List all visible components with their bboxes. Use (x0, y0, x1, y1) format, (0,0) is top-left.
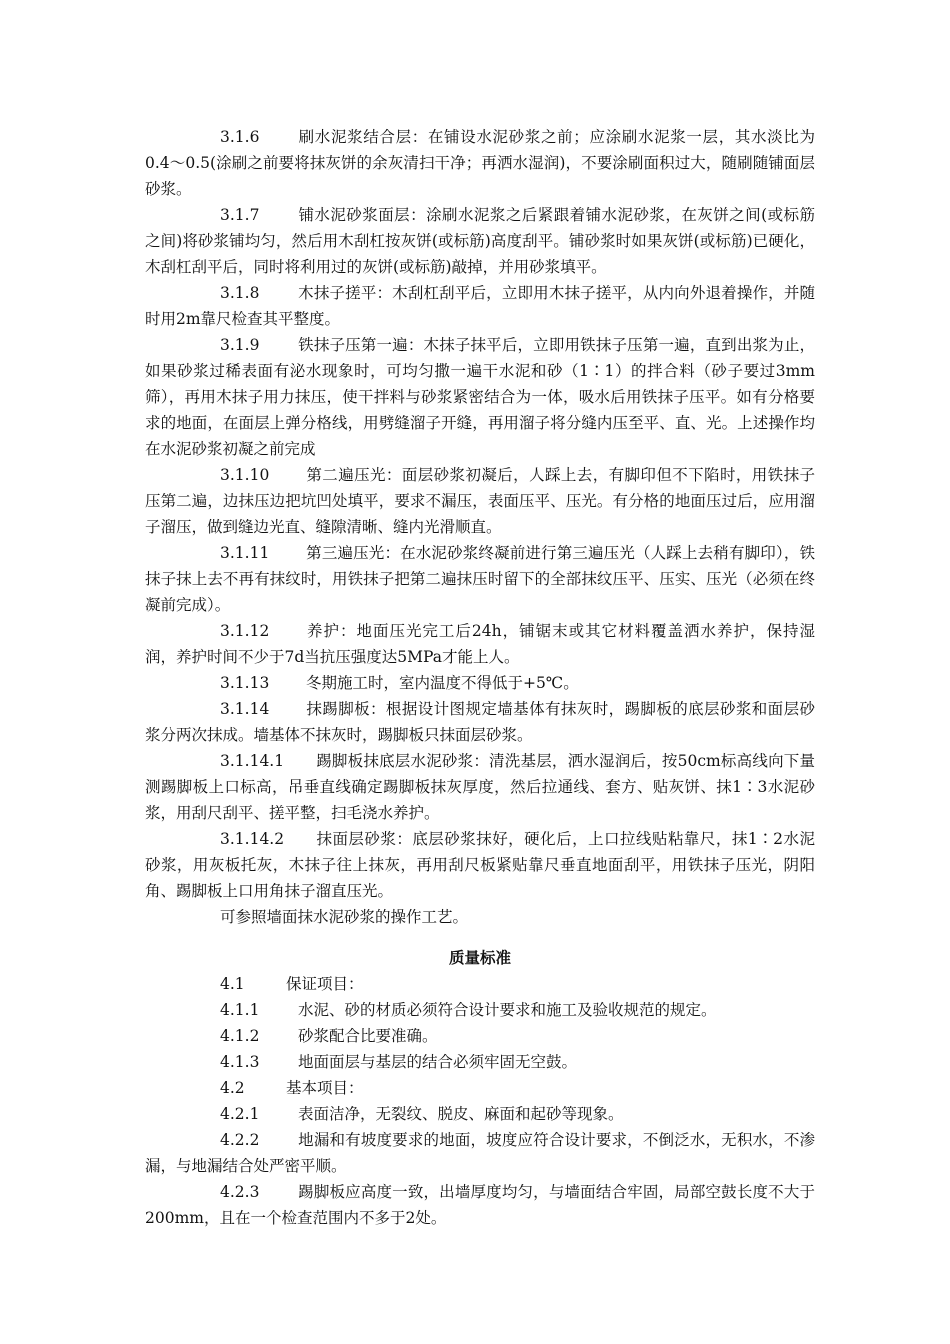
clause-text: 表面洁净，无裂纹、脱皮、麻面和起砂等现象。 (298, 1105, 624, 1123)
clause-text: 刷水泥浆结合层：在铺设水泥砂浆之前；应涂刷水泥浆一层，其水淡比为0.4～0.5(涂刷之前要将抹灰饼的余灰清扫干净；再洒水湿润)，不要涂刷面积过大，随刷随铺面层砂浆。 (145, 128, 815, 198)
clause-number: 4.2.1 (220, 1105, 260, 1123)
clause-text: 抹踢脚板：根据设计图规定墙基体有抹灰时，踢脚板的底层砂浆和面层砂浆分两次抹成。墙基体不抹灰时，踢脚板只抹面层砂浆。 (145, 700, 815, 744)
clause-number: 3.1.14.1 (220, 752, 285, 770)
clause-number: 3.1.7 (220, 206, 260, 224)
clause-number: 3.1.11 (220, 544, 270, 562)
paragraph-4-1-2 (145, 1023, 815, 1049)
paragraph-3-1-8 (145, 280, 815, 332)
clause-text: 砂浆配合比要准确。 (298, 1027, 438, 1045)
paragraph-4-2-3 (145, 1179, 815, 1231)
paragraph-4-1-1 (145, 997, 815, 1023)
clause-text: 铺水泥砂浆面层：涂刷水泥浆之后紧跟着铺水泥砂浆，在灰饼之间(或标筋之间)将砂浆铺均匀，然后用木刮杠按灰饼(或标筋)高度刮平。铺砂浆时如果灰饼(或标筋)已硬化，木刮杠刮平后，同时将利用过的灰饼(或标筋)敲掉，并用砂浆填平。 (145, 206, 815, 276)
clause-text: 地漏和有坡度要求的地面，坡度应符合设计要求，不倒泛水，无积水，不渗漏，与地漏结合处严密平顺。 (145, 1131, 815, 1175)
paragraph-3-1-9 (145, 332, 815, 462)
clause-text: 铁抹子压第一遍：木抹子抹平后，立即用铁抹子压第一遍，直到出浆为止，如果砂浆过稀表面有泌水现象时，可均匀撒一遍干水泥和砂（1∶1）的拌合料（砂子要过3mm筛），再用木抹子用力抹压，使干拌料与砂浆紧密结合为一体，吸水后用铁抹子压平。如有分格要求的地面，在面层上弹分格线，用劈缝溜子开缝，再用溜子将分缝内压至平、直、光。上述操作均在水泥砂浆初凝之前完成 (145, 336, 815, 458)
clause-number: 3.1.13 (220, 674, 270, 692)
clause-text: 踢脚板抹底层水泥砂浆：清洗基层，洒水湿润后，按50cm标高线向下量测踢脚板上口标高，吊垂直线确定踢脚板抹灰厚度，然后拉通线、套方、贴灰饼、抹1∶3水泥砂浆，用刮尺刮平、搓平整，扫毛浇水养护。 (145, 752, 815, 822)
clause-number: 3.1.10 (220, 466, 270, 484)
construction-process-section (145, 124, 815, 930)
clause-number: 3.1.12 (220, 622, 270, 640)
clause-text: 木抹子搓平：木刮杠刮平后，立即用木抹子搓平，从内向外退着操作，并随时用2m靠尺检查其平整度。 (145, 284, 815, 328)
clause-number: 4.1.2 (220, 1027, 260, 1045)
clause-text: 踢脚板应高度一致，出墙厚度均匀，与墙面结合牢固，局部空鼓长度不大于200mm，且在一个检查范围内不多于2处。 (145, 1183, 815, 1227)
clause-text: 基本项目： (286, 1079, 364, 1097)
paragraph-4-1-3 (145, 1049, 815, 1075)
paragraph-4-2 (145, 1075, 815, 1101)
clause-text: 水泥、砂的材质必须符合设计要求和施工及验收规范的规定。 (298, 1001, 717, 1019)
paragraph-4-2-1 (145, 1101, 815, 1127)
clause-number: 3.1.9 (220, 336, 260, 354)
clause-text: 养护：地面压光完工后24h，铺锯末或其它材料覆盖洒水养护，保持湿润，养护时间不少于7d当抗压强度达5MPa才能上人。 (145, 622, 815, 666)
clause-number: 3.1.14.2 (220, 830, 285, 848)
clause-number: 4.2.2 (220, 1131, 260, 1149)
quality-standard-section (145, 971, 815, 1231)
paragraph-3-1-14 (145, 696, 815, 748)
clause-number: 4.2.3 (220, 1183, 260, 1201)
paragraph-3-1-12 (145, 618, 815, 670)
clause-text: 第二遍压光：面层砂浆初凝后，人踩上去，有脚印但不下陷时，用铁抹子压第二遍，边抹压边把坑凹处填平，要求不漏压，表面压平、压光。有分格的地面压过后，应用溜子溜压，做到缝边光直、缝隙清晰、缝内光滑顺直。 (145, 466, 815, 536)
clause-number: 3.1.8 (220, 284, 260, 302)
clause-number: 4.1 (220, 975, 245, 993)
clause-number: 4.2 (220, 1079, 245, 1097)
paragraph-4-2-2 (145, 1127, 815, 1179)
paragraph-3-1-10 (145, 462, 815, 540)
clause-text: 保证项目： (286, 975, 364, 993)
clause-number: 3.1.14 (220, 700, 270, 718)
clause-text: 可参照墙面抹水泥砂浆的操作工艺。 (220, 908, 469, 926)
clause-text: 第三遍压光：在水泥砂浆终凝前进行第三遍压光（人踩上去稍有脚印），铁抹子抹上去不再有抹纹时，用铁抹子把第二遍抹压时留下的全部抹纹压平、压实、压光（必须在终凝前完成）。 (145, 544, 815, 614)
paragraph-3-1-6 (145, 124, 815, 202)
quality-standard-heading: 质量标准 (448, 949, 511, 967)
clause-number: 3.1.6 (220, 128, 260, 146)
paragraph-3-1-13 (145, 670, 815, 696)
clause-text: 抹面层砂浆：底层砂浆抹好，硬化后，上口拉线贴粘靠尺，抹1∶2水泥砂浆，用灰板托灰，木抹子往上抹灰，再用刮尺板紧贴靠尺垂直地面刮平，用铁抹子压光，阴阳角、踢脚板上口用角抹子溜直压光。 (145, 830, 815, 900)
clause-number: 4.1.3 (220, 1053, 260, 1071)
paragraph-3-1-14-2 (145, 826, 815, 904)
clause-text: 地面面层与基层的结合必须牢固无空鼓。 (298, 1053, 578, 1071)
paragraph-3-1-11 (145, 540, 815, 618)
paragraph-4-1 (145, 971, 815, 997)
clause-number: 4.1.1 (220, 1001, 260, 1019)
paragraph-3-1-7 (145, 202, 815, 280)
paragraph-reference-note (145, 904, 815, 930)
paragraph-3-1-14-1 (145, 748, 815, 826)
clause-text: 冬期施工时，室内温度不得低于+5℃。 (306, 674, 579, 692)
